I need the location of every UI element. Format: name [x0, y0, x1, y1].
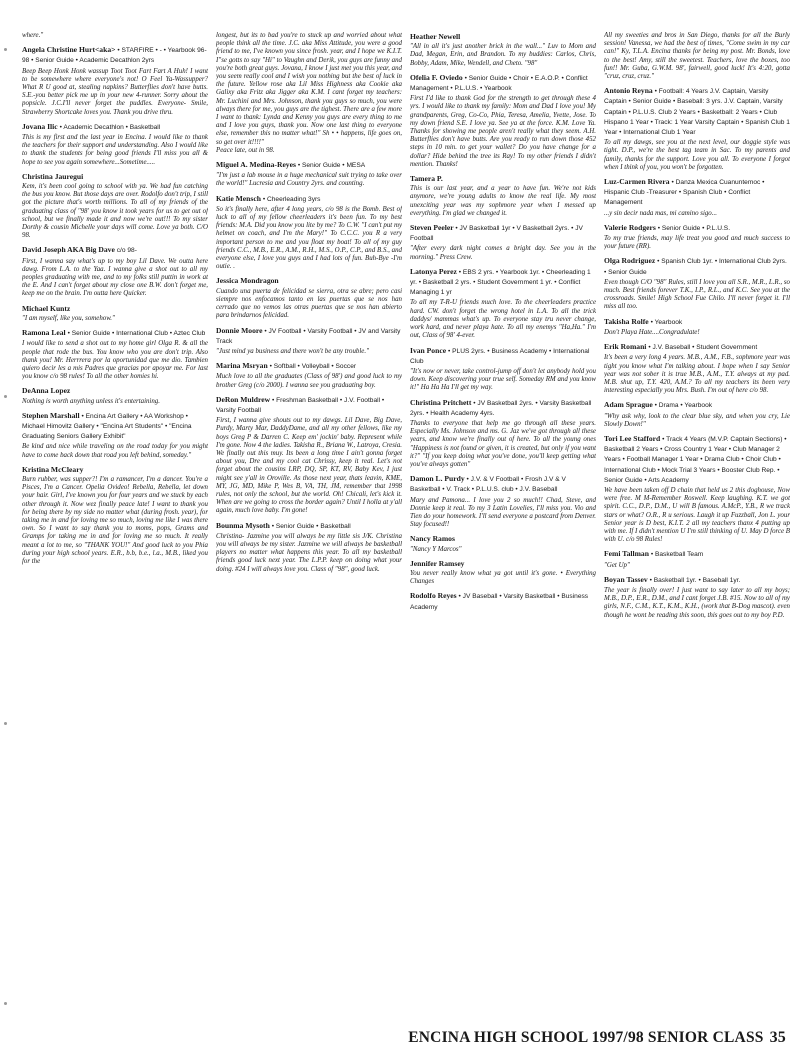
senior-message: Mary and Pamona... I love you 2 so much!! Chad, Steve, and Donnie keep it real. To my 3 Latin Lovelies, I'll miss you. Vio and Tien do your homework. I'll send everyone a postcard from Denver. Stay focused!! — [410, 496, 596, 529]
senior-messages-columns — [22, 32, 792, 1012]
binding-mark — [4, 48, 7, 51]
senior-entry — [216, 160, 402, 189]
senior-header — [22, 411, 208, 442]
senior-message: Nothing is worth anything unless it's entertaining. — [22, 397, 160, 405]
senior-entry — [604, 223, 790, 252]
yearbook-page — [22, 0, 792, 1055]
senior-name: Donnie Moore — [216, 325, 263, 335]
senior-name: Heather Newell — [410, 32, 461, 41]
senior-name: Ofelia F. Oviedo — [410, 72, 463, 82]
senior-message: You never really know what ya got until it's gone. • Everything Changes — [410, 569, 596, 586]
senior-header — [410, 174, 596, 183]
senior-message: Christina- Jazmine you will always be my little sis J/K. Christina you will always be my sister. Jazmine we will always be basketball players no matter what happens this year. To all my basketball friends good luck next year. The L.P.P. keep on doing what your doing. #24 I will always love you. Class of "98", good luck. — [216, 532, 402, 573]
senior-header — [216, 361, 402, 371]
senior-header — [410, 267, 596, 298]
senior-header — [604, 317, 790, 327]
senior-activities: • Senior Guide • P.L.U.S. — [657, 224, 731, 232]
senior-entry — [22, 45, 208, 117]
column-2 — [216, 32, 402, 1012]
senior-activities: • STARFIRE • - • Yearbook 96-98 • Senior Guide • Academic Decathlon 2yrs — [22, 47, 207, 65]
senior-header — [410, 534, 596, 543]
senior-name: Antonio Reyna — [604, 86, 653, 96]
senior-message: First, I wanna give shouts out to my dawgs. Lil Dave, Big Dave, Purdy, Marty Mar, DaddyDame, and all my other fellows, like my boys Greg P & Darren C. Keep em' jockin' baby. Represent while I'm gone. Now 4 the ladies. Takisha R., Briana W., Latroya, Cresia. We finally out this muy. Its been a long time I ain't gonna forget about you, Dre and my cool cat Chrissy, keep it real. Let's not forget about the cousins LRP, DQ, SP, KT, RV, Baby Kev, I just might see y'all in Oroville. As those next year, thats leavin, KME, MY, JG, MD, Mike P, Wes B, VA, TH, JM, remember that 1998 rules, not only the school, but the world. Oh! Chicali, let's kick it. When are we going to cross the border again? Until I holla at y'all again, much love baby. I'm gone! — [216, 417, 402, 515]
senior-entry — [22, 411, 208, 460]
page-number: 35 — [769, 1029, 786, 1046]
senior-entry — [410, 174, 596, 218]
senior-entry — [22, 32, 208, 40]
senior-activities: • EBS 2 yrs. • Yearbook 1yr. • Cheerleading 1 yr. • Basketball 2 yrs. • Student Government 1 yr. • Conflict Managing 1 yr — [410, 268, 591, 297]
senior-name: Damon L. Purdy — [410, 474, 465, 484]
senior-activities: • JV Baseball • Varsity Basketball • Business Academy — [410, 593, 589, 611]
senior-header — [22, 122, 208, 132]
binding-mark — [4, 395, 7, 398]
senior-entry — [216, 194, 402, 272]
senior-entry — [604, 317, 790, 337]
senior-header — [410, 346, 596, 366]
senior-header — [410, 73, 596, 93]
senior-entry — [410, 398, 596, 470]
senior-activities: • Softball • Volleyball • Soccer — [269, 363, 357, 371]
senior-entry — [22, 328, 208, 381]
senior-activities: • Track 4 Years (M.V.P. Captain Sections) • Basketball 2 Years • Cross Country 1 Year • Club Manager 2 Years • Football Manager 1 Year • Drama Club • Choir Club • International Club • Mock Trial 3 Years • Booster Club Rep. • Senior Guide • Arts Academy — [604, 435, 787, 484]
senior-name: Jessica Mondragon — [216, 276, 279, 286]
senior-name: Miguel A. Medina-Reyes — [216, 160, 296, 170]
senior-message: First, I wanna say what's up to my boy Lil Dave. We outta here dawg. From L.A. to the Yaa. I wanna give a shot out to all my peoples graduating with me, and to my folks still puttin in work at the E. And I can't forget about my close one B.W. don't forget me, keep me on the brain. I'm outta here Quicker. — [22, 257, 208, 298]
senior-entry — [216, 395, 402, 516]
senior-header — [604, 342, 790, 352]
senior-name: Jennifer Ramsey — [410, 558, 465, 568]
senior-name: Kristina McCleary — [22, 464, 84, 474]
senior-activities: • JV Basketball 1yr • V Basketball 2yrs. • JV Football — [410, 225, 583, 243]
senior-entry — [604, 177, 790, 218]
senior-entry — [216, 32, 402, 155]
senior-header — [22, 328, 208, 338]
senior-header — [410, 591, 596, 611]
senior-entry — [604, 86, 790, 172]
senior-message: First I'd like to thank God for the strength to get through these 4 yrs. I would like to thank my family: Mom and Dad I love you! My grandparents, Greg, Co-Co, Phia, Teresa, Amelia, Yvette, Jose. To my down friend S.E. I love ya. See ya at the force. K.M. Love Ya. Thanks for showing me people aren't really what they seem. A.H. Butterflies don't have butts. Are you ready to run down those 452 steps in 10 min. to get your wallet? Do you have change for a dollar? Hide behind the tree its Ray! To my other friends I didn't mention. Thanks! — [410, 95, 596, 168]
senior-activities: • Cheerleading 3yrs — [262, 195, 321, 203]
senior-message: Much love to all the graduates (Class of 98') and good luck to my brother Greg (c/o 2000). I wanna see you graduating boy. — [216, 373, 402, 389]
senior-header — [604, 575, 790, 585]
senior-message: This is my first and the last year in Encina. I would like to thank the teachers for their support and understanding. Also I would like to thank the students for being good friends I'll miss you all & hope to see you again somewhere...Sometime..... — [22, 134, 208, 166]
senior-entry — [604, 400, 790, 429]
senior-name: Tamera P. — [410, 174, 443, 184]
senior-name: Valerie Rodgers — [604, 222, 656, 232]
senior-entry — [216, 361, 402, 390]
senior-entry — [22, 386, 208, 405]
senior-header — [410, 398, 596, 418]
senior-activities: c/o 98- — [116, 247, 137, 255]
senior-message: So it's finally here, after 4 long years, c/o 98 is the Bomb. Best of luck to all of my fellow cheerleaders it's been fun. To my best friends: M.A. Did you know you lite by me? To C.W. "I can't put my helmet on coach, and I'm the Mary!" To C.C.C. you R a very important person to me and you float my boat! To all of my guy friends C.C., M.B., E.R., A.M., R.H., M.S., O.P., C.P., and B.S., and everyone else, I love you guys and I had lots of fun. Buh-Bye -I'm outie. . — [216, 205, 402, 271]
senior-name: Luz-Carmen Rivera — [604, 177, 670, 187]
senior-name: Christina Pritchett — [410, 397, 472, 407]
senior-entry — [410, 474, 596, 529]
senior-header — [216, 326, 402, 346]
senior-name: Latonya Perez — [410, 266, 457, 276]
senior-name: Femi Tallman — [604, 549, 649, 559]
senior-name: Ivan Ponce — [410, 345, 447, 355]
senior-name: Nancy Ramos — [410, 534, 455, 544]
senior-message: longest, but its to bad you're to stuck up and worried about what people think all the time. J.C. aka Miss Attitude, you were a good friend to me, I've known you since frosh. year, and I hope we K.I.T. I"se gotts to say "Hi" to Vaughn and Derik, you guys are funny and you're both great guys. Jovana, I know I just met you this year, and you seem really cool and I wish you nothing but the best of luck in the future. Yellow rose aka Lil Miss Highness aka Cookie aka Galixy aka Fritz aka Jigger aka K.M. I cant forget my teachers: Mr. Luchini and Mrs. Johnson, thank you guys so much, you were always there for me, you guys are the tighest. There are a few more I want to thank: Lynda and Kenny you guys are every thing to me and I love you guys, thank you. Now one last thing to everyone else, remember this no matter what!" Sh • • happens, life goes on, so get over it!!!!" Peace late, out in 98. — [216, 32, 402, 154]
senior-message: Burn rubber, was supper?! I'm a ramancer, I'm a dancer. You're a Pisces, I'm a Cancer. Opelia Ovideo! Rebella, Rebella, let down your hair. Girl, I've known you for four years and we stuck by each other through it. Now wez finally peace late! I want to thank you for being there by my side no matter what (during frosh. year), for taking me in and for loving me so much, loving me like I was there own. So I want to say thank you to moms, pops, Grams and Gramps for taking me in and for loving me so much. It really meant a lot to me, so "THANK YOU!" And good luck to you Phia during your high school years. E.R., b.b, b.e., l.a., M.B., liked you for the — [22, 475, 208, 565]
column-4 — [604, 32, 790, 1012]
senior-activities: • Academic Decathlon • Basketball — [59, 123, 161, 131]
senior-message: The year is finally over! I just want to say later to all my boys; M.B., D.P., E.R., D.M., and I cant forget J.B. #15. Now to all of my girls, N.F., C.M., K.T., K.M., K.H., (work that B-Dog mascot). even though he wont be reading this soon, this goes out to my boy P.D. — [604, 586, 790, 619]
senior-header — [410, 32, 596, 41]
senior-message: This is our last year, and a year to have fun. We're not kids anymore, we're young adults to know the real life. My most unexciting year was my sophmore year when I messed up everything. I'm glad we changed it. — [410, 185, 596, 217]
senior-message: It's been a very long 4 years. M.B., A.M., F.B., sophmore year was tight you know what I'm talking about. I hope when I say Senior year was not sober it is true M.B., A.M., T.Y. always at my pad. M.B. shut up, T.Y. 420, A.M.? To all my teachers its been very interesting especially you Mrs. Bush. I'm out of here c/o 98. — [604, 354, 790, 395]
senior-message: To all my dawgs, see you at the next level, our doggie style was tight. D.P., we're the best tag team in Sac. To my parents and family, thanks for the support. Love you all. To everyone I forgot when I think of you, you won't be forgotten. — [604, 139, 790, 171]
senior-activities: • Senior Guide • MESA — [297, 162, 366, 170]
senior-name: Stephen Marshall — [22, 410, 80, 420]
senior-name: Angela Christine Hurt<aka> — [22, 45, 116, 55]
senior-message: Thanks to everyone that help me go through all these years. Especially Ms. Johnson and ms. G. Jaz we've got through all these years, and know we're finally out of here. To all the young ones "Happiness is not found or given, it is created, but only if you want it?" "If you keep doing what you've done, you'll keep getting what you've always gotten" — [410, 419, 596, 468]
senior-name: Michael Kuntz — [22, 303, 71, 313]
senior-entry — [604, 575, 790, 620]
senior-message: Be kind and nice while traveling on the road today for you might have to come back down that road you left behind, someday." — [22, 443, 208, 459]
senior-message: "It's now or never, take control-jump off don't let anybody hold you down. Keep discovering your true self. Someday RM and you know it!" Ha Ha Ha I'll get my way. — [410, 367, 596, 392]
senior-activities: • Senior Guide • International Club • Aztec Club — [67, 330, 206, 338]
senior-name: David Joseph AKA Big Dave — [22, 245, 115, 255]
senior-entry — [22, 465, 208, 566]
senior-name: Marina Msryan — [216, 361, 268, 371]
senior-entry — [410, 223, 596, 262]
senior-header — [22, 245, 208, 255]
senior-entry — [216, 276, 402, 320]
senior-entry — [604, 549, 790, 569]
senior-message: To all my T-R-U friends much love. To the cheerleaders practice hard. CW. don't forget the wrong hotel in L.A. To all the trick daddys/ mammas what's up. To everyone stay tru never change, work hard, and never playa hate. To all my enemys "Ha,Ha." I'm out, Class of 98' 4-ever. — [410, 299, 596, 340]
senior-header — [22, 172, 208, 181]
senior-name: Katie Mensch — [216, 193, 261, 203]
senior-entry — [410, 32, 596, 68]
senior-activities: • Spanish Club 1yr. • International Club 2yrs. • Senior Guide — [604, 258, 787, 276]
senior-message: "All in all it's just another brick in the wall..." Luv to Mom and Dad, Megan, Erin, and Brandon. To my buddies: Carlos, Chris, Bobby, Adam, Mike, Wendell, and Cheto. "98" — [410, 43, 596, 67]
senior-message: Don't Playa Hate....Congradulate! — [604, 328, 700, 336]
senior-header — [410, 474, 596, 494]
binding-mark — [4, 722, 7, 725]
senior-entry — [410, 559, 596, 587]
senior-name: Bounma Mysoth — [216, 520, 270, 530]
senior-header — [604, 223, 790, 233]
senior-message: "Get Up" — [604, 561, 630, 569]
senior-entry — [410, 346, 596, 393]
senior-header — [216, 160, 402, 170]
senior-header — [22, 45, 208, 65]
senior-name: Christina Jauregui — [22, 171, 84, 181]
footer-title: ENCINA HIGH SCHOOL 1997/98 SENIOR CLASS — [408, 1029, 764, 1046]
senior-header — [22, 304, 208, 313]
senior-activities: • Yearbook — [650, 318, 683, 326]
senior-message: Cuando una puerta de felicidad se sierra, otra se abre; pero casi siempre nos enfocamos tanto en las puertas que se nos han cerrado que no vemos las otras puertas que se nos han abierto para brindarnos felicidad. — [216, 287, 402, 320]
senior-message: Kem, it's been cool going to school with ya. We had fun catching the bus you know. But those days are over. Rodolfo don't trip, I still got the picture that's worth millions. To all of my friends of the graduating class of "98' you know it took years for us to get out of school, but we finally made it and now we're out!!! To my sister Dorthy & cousin Michelle your days will come. Love ya both. C/O 98. — [22, 183, 208, 240]
senior-activities: • J.V. & V Football • Frosh J.V & V Basketball • V. Track • P.L.U.S. club • J.V. Baseball — [410, 476, 566, 494]
senior-activities: • Freshman Basketball • J.V. Football • Varsity Football — [216, 396, 385, 414]
senior-message: I would like to send a shot out to my home girl Olga R. & all the people that rode the bus. You know who you are don't trip. Also thank you! Mr. Herrrera por la oportunidad que me dio. Tambien quiero decir les a mis Padres que gracias por apoyar me. For last you know c/o 98 rules! To all the other homies hi. — [22, 340, 208, 381]
senior-name: Adam Sprague — [604, 400, 653, 410]
senior-header — [216, 276, 402, 285]
senior-name: Olga Rodriguez — [604, 256, 656, 266]
senior-header — [604, 86, 790, 137]
senior-entry — [410, 534, 596, 553]
senior-entry — [216, 326, 402, 357]
senior-entry — [410, 591, 596, 611]
senior-message: where." — [22, 32, 44, 39]
senior-header — [604, 549, 790, 559]
senior-name: Boyan Tassev — [604, 574, 648, 584]
senior-name: Erik Romani — [604, 342, 647, 352]
senior-message: Beep Beep Honk Honk wassup Toot Toot Fart Fart A Huh! I want to be somewhere where everyone's not! O Feel Ya-Wassupper? What R U good at, stealing napkins? Butterflies don't have butts. S.E.-you better pick me up in your new 4-runner. Sorry about the popsicle. J.C.I'll never forget the puddles. Everyone- Smile, Strawberry Shortcake loves you. Thank you drive thru. — [22, 67, 208, 116]
senior-message: "I am myself, like you, somehow." — [22, 314, 115, 322]
senior-entry — [216, 521, 402, 574]
senior-entry — [604, 342, 790, 395]
senior-entry — [22, 304, 208, 323]
senior-activities: • Danza Mexica Cuanuntemoc • Hispanic Club -Treasurer • Spanish Club • Conflict Management — [604, 179, 765, 207]
senior-header — [216, 194, 402, 204]
senior-message: "Why ask why, look to the clear blue sky, and when you cry, Lie Slowly Down!" — [604, 412, 790, 428]
senior-header — [604, 177, 790, 208]
senior-header — [216, 521, 402, 531]
column-3 — [410, 32, 596, 1012]
senior-header — [22, 465, 208, 474]
senior-activities: • Football: 4 Years J.V. Captain, Varsity Captain • Senior Guide • Baseball: 3 yrs. J.V. Captain, Varsity Captain • P.L.U.S. Club 2 Years • Basketball: 2 Years • Club Hispano 1 Year • Track: 1 Year Varsity Captain • Spanish Club 1 Year • International Club 1 Year — [604, 88, 790, 137]
senior-entry — [604, 32, 790, 81]
senior-message: "I'm just a lab mouse in a huge mechanical suit trying to take over the world!" Lucresia and Country 2yrs. and counting. — [216, 172, 402, 188]
senior-message: All my sweeties and bros in San Diego, thanks for all the Burly session! Vanessa, we had the best of times, "Come swim in my car can!" Ky, T.L.A. Encina thanks for being my post. Mr. Bonds, love to the best! Amy, still the sweetest. Teachers, love the boxes, too fun!! Mr. Guba, G.W.M. 98', fairwell, good luck! It's 4:20, gotta "cruz, cruz, cruz." — [604, 32, 790, 81]
senior-message: To my true friends, may life treat you good and much success to your future (RR). — [604, 235, 790, 251]
binding-mark — [4, 1002, 7, 1005]
senior-message: ...y sin decir nada mas, mi camino sigo... — [604, 209, 717, 217]
senior-name: Tori Lee Stafford — [604, 433, 661, 443]
senior-activities: • Senior Guide • Choir • E.A.O.P. • Conflict Management • P.L.U.S. • Yearbook — [410, 74, 588, 93]
senior-activities: • Basketball Team — [650, 551, 704, 559]
senior-entry — [22, 245, 208, 298]
senior-activities: • JV Basketball 2yrs. • Varsity Basketball 2yrs. • Health Academy 4yrs. — [410, 399, 592, 417]
senior-name: Rodolfo Reyes — [410, 591, 457, 601]
senior-activities: • JV Football • Varsity Football • JV and Varsity Track — [216, 327, 401, 345]
senior-message: We have been taken off D chain that held us 2 this doghouse, Now were free. M M-Remember Roswell. Keep laughing. K.T. we got spirit. C.C., D.P., D.M., U will B famous. A.McP., Y.B., R we track stars or what? O.R., R u serious. Laugh it up Fuzzball, Jon L. your Senior year is D best, K.I.T. 2 all my teachers thanx 4 putting up with me. If I didn't mention U I'm still thinking of U. May D force B with U. c/o 98 Rules! — [604, 486, 790, 544]
senior-activities: • Drama • Yearbook — [654, 402, 713, 410]
senior-message: Even though C/O "98" Rules, still I love you all S.R., M.R., L.R., so much. Best friends forever T.K., I.P., R.L., and K.C. See you at the crossroads. Smile! High School Fue Chilo. I'll never forget it. I'll miss all too. — [604, 278, 790, 311]
senior-message: "After every dark night comes a bright day. See you in the morning." Press Crew. — [410, 245, 596, 261]
senior-name: Jovana Ilic — [22, 121, 58, 131]
senior-name: Steven Peeler — [410, 223, 454, 233]
senior-name: Takisha Rolfe — [604, 316, 649, 326]
senior-header — [216, 395, 402, 415]
senior-entry — [22, 122, 208, 167]
senior-message: "Nancy Y Marcos" — [410, 545, 462, 553]
senior-header — [410, 559, 596, 568]
senior-activities: • J.V. Baseball • Student Government — [648, 344, 758, 352]
senior-header — [604, 434, 790, 485]
senior-header — [604, 400, 790, 410]
page-footer — [408, 1029, 786, 1047]
senior-header — [22, 386, 208, 395]
senior-entry — [410, 73, 596, 169]
senior-activities: • Basketball 1yr. • Baseball 1yr. — [649, 576, 741, 584]
column-1 — [22, 32, 208, 1012]
senior-entry — [604, 256, 790, 311]
senior-header — [604, 256, 790, 276]
senior-activities: • PLUS 2yrs. • Business Academy • International Club — [410, 347, 590, 365]
senior-name: DeAnna Lopez — [22, 386, 71, 396]
senior-header — [410, 223, 596, 243]
senior-activities: • Senior Guide • Basketball — [271, 522, 351, 530]
senior-entry — [410, 267, 596, 341]
senior-entry — [604, 434, 790, 544]
senior-name: DeRon Muldrew — [216, 394, 271, 404]
senior-name: Ramona Leal — [22, 328, 66, 338]
senior-activities: • Encina Art Gallery • AA Workshop • Michael Himovitz Gallery • "Encina Art Students" • "Encina Graduating Seniors Gallery Exhibit" — [22, 412, 192, 441]
senior-entry — [22, 172, 208, 241]
senior-message: "Just mind ya business and there won't be any trouble." — [216, 347, 369, 355]
